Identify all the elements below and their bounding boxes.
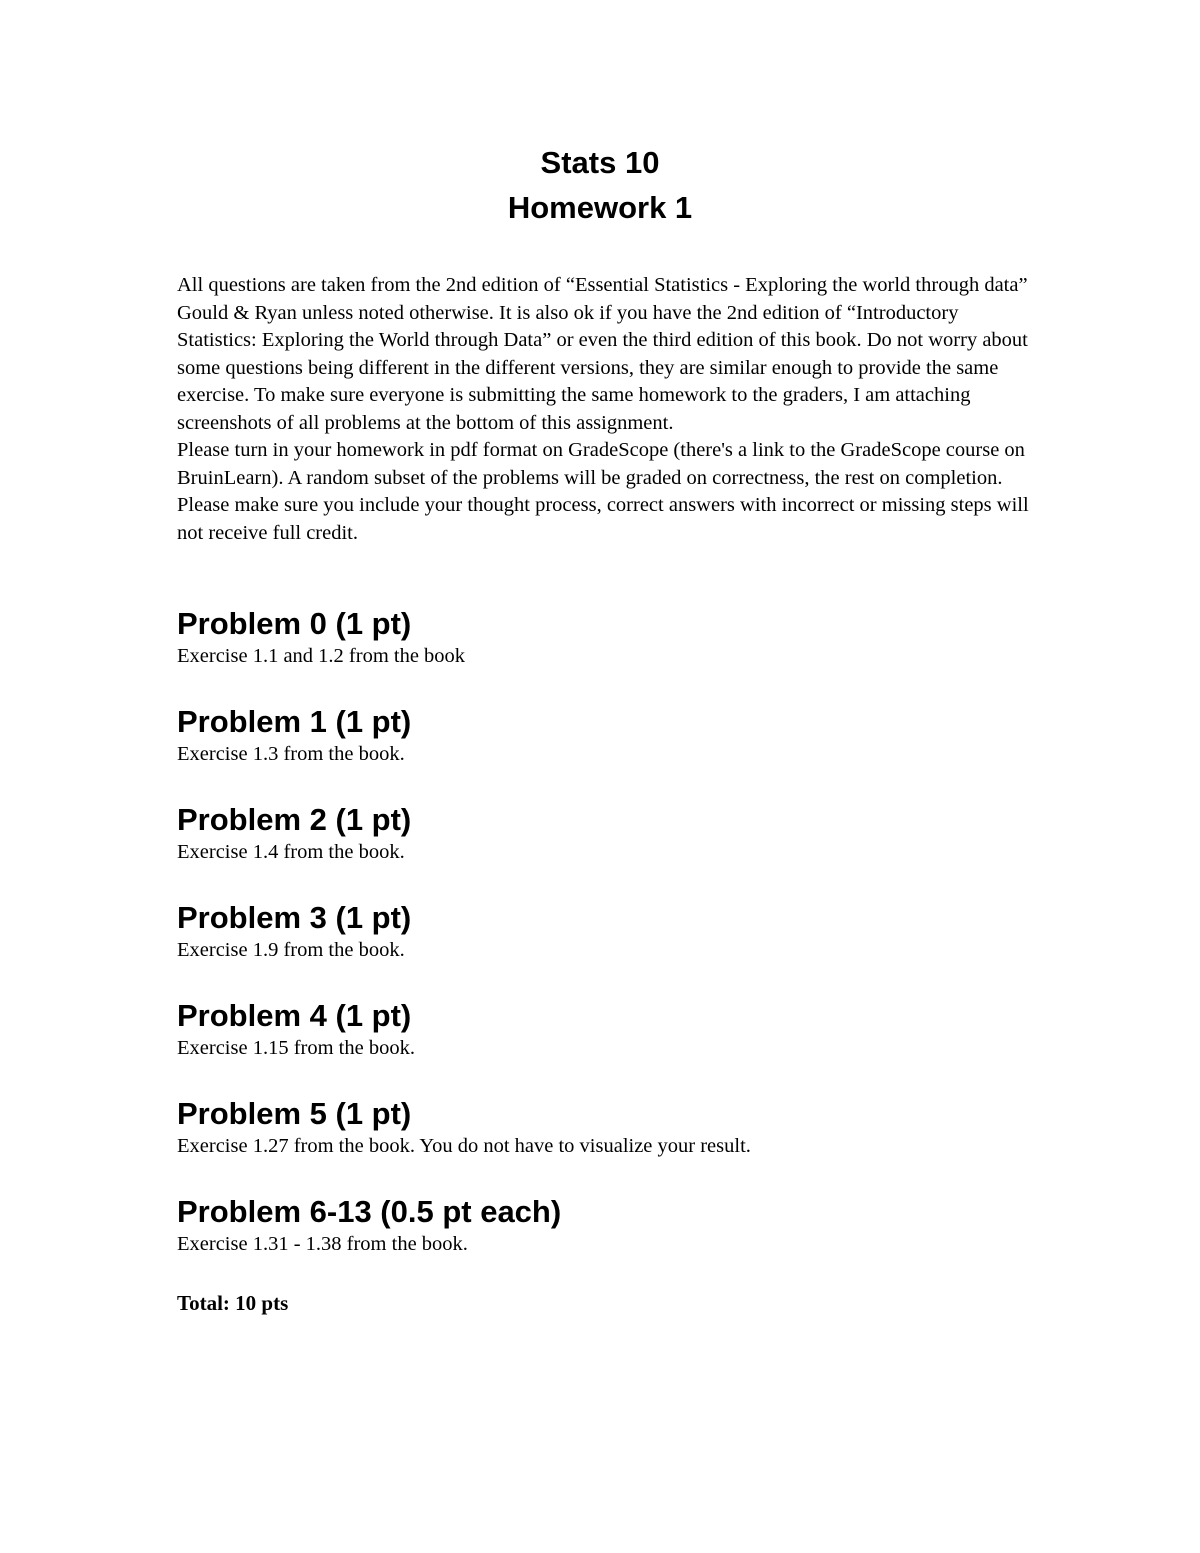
problem-heading: Problem 0 (1 pt) bbox=[177, 606, 412, 641]
problem-description: Exercise 1.3 from the book. bbox=[177, 743, 405, 765]
problem-4 bbox=[177, 996, 1037, 1094]
intro-paragraph-2: Please turn in your homework in pdf format on GradeScope (there's a link to the GradeScope course on BruinLearn). A random subset of the problems will be graded on correctness, the rest on completion. Please make sure you include your thought process, correct answers with incorrect or missing steps will not receive full credit. bbox=[177, 439, 1029, 544]
problem-0 bbox=[177, 604, 1037, 702]
intro-paragraph-1: All questions are taken from the 2nd edition of “Essential Statistics - Exploring the world through data” Gould & Ryan unless noted otherwise. It is also ok if you have the 2nd edition of “Introductory Statistics: Exploring the World through Data” or even the third edition of this book. Do not worry about some questions being different in the different versions, they are similar enough to provide the same exercise. To make sure everyone is submitting the same homework to the graders, I am attaching screenshots of all problems at the bottom of this assignment. bbox=[177, 274, 1028, 434]
problem-2 bbox=[177, 800, 1037, 898]
intro-section bbox=[177, 272, 1037, 547]
problem-heading: Problem 1 (1 pt) bbox=[177, 704, 412, 739]
problem-description: Exercise 1.1 and 1.2 from the book bbox=[177, 645, 466, 667]
problem-3 bbox=[177, 898, 1037, 996]
assignment-title: Homework 1 bbox=[507, 190, 693, 225]
problem-heading: Problem 2 (1 pt) bbox=[177, 802, 412, 837]
problem-heading: Problem 3 (1 pt) bbox=[177, 900, 412, 935]
problem-1 bbox=[177, 702, 1037, 800]
problem-description: Exercise 1.15 from the book. bbox=[177, 1037, 415, 1059]
problem-description: Exercise 1.31 - 1.38 from the book. bbox=[177, 1233, 468, 1255]
problem-heading: Problem 5 (1 pt) bbox=[177, 1096, 412, 1131]
problem-description: Exercise 1.9 from the book. bbox=[177, 939, 405, 961]
problem-6-13 bbox=[177, 1192, 1037, 1290]
problem-heading: Problem 4 (1 pt) bbox=[177, 998, 412, 1033]
course-title: Stats 10 bbox=[540, 145, 660, 180]
total-points: Total: 10 pts bbox=[177, 1291, 289, 1315]
problem-list bbox=[177, 604, 1037, 1290]
problem-description: Exercise 1.27 from the book. You do not have to visualize your result. bbox=[177, 1135, 751, 1157]
problem-heading: Problem 6-13 (0.5 pt each) bbox=[177, 1194, 562, 1229]
title-block bbox=[0, 140, 1200, 230]
problem-description: Exercise 1.4 from the book. bbox=[177, 841, 405, 863]
problem-5 bbox=[177, 1094, 1037, 1192]
